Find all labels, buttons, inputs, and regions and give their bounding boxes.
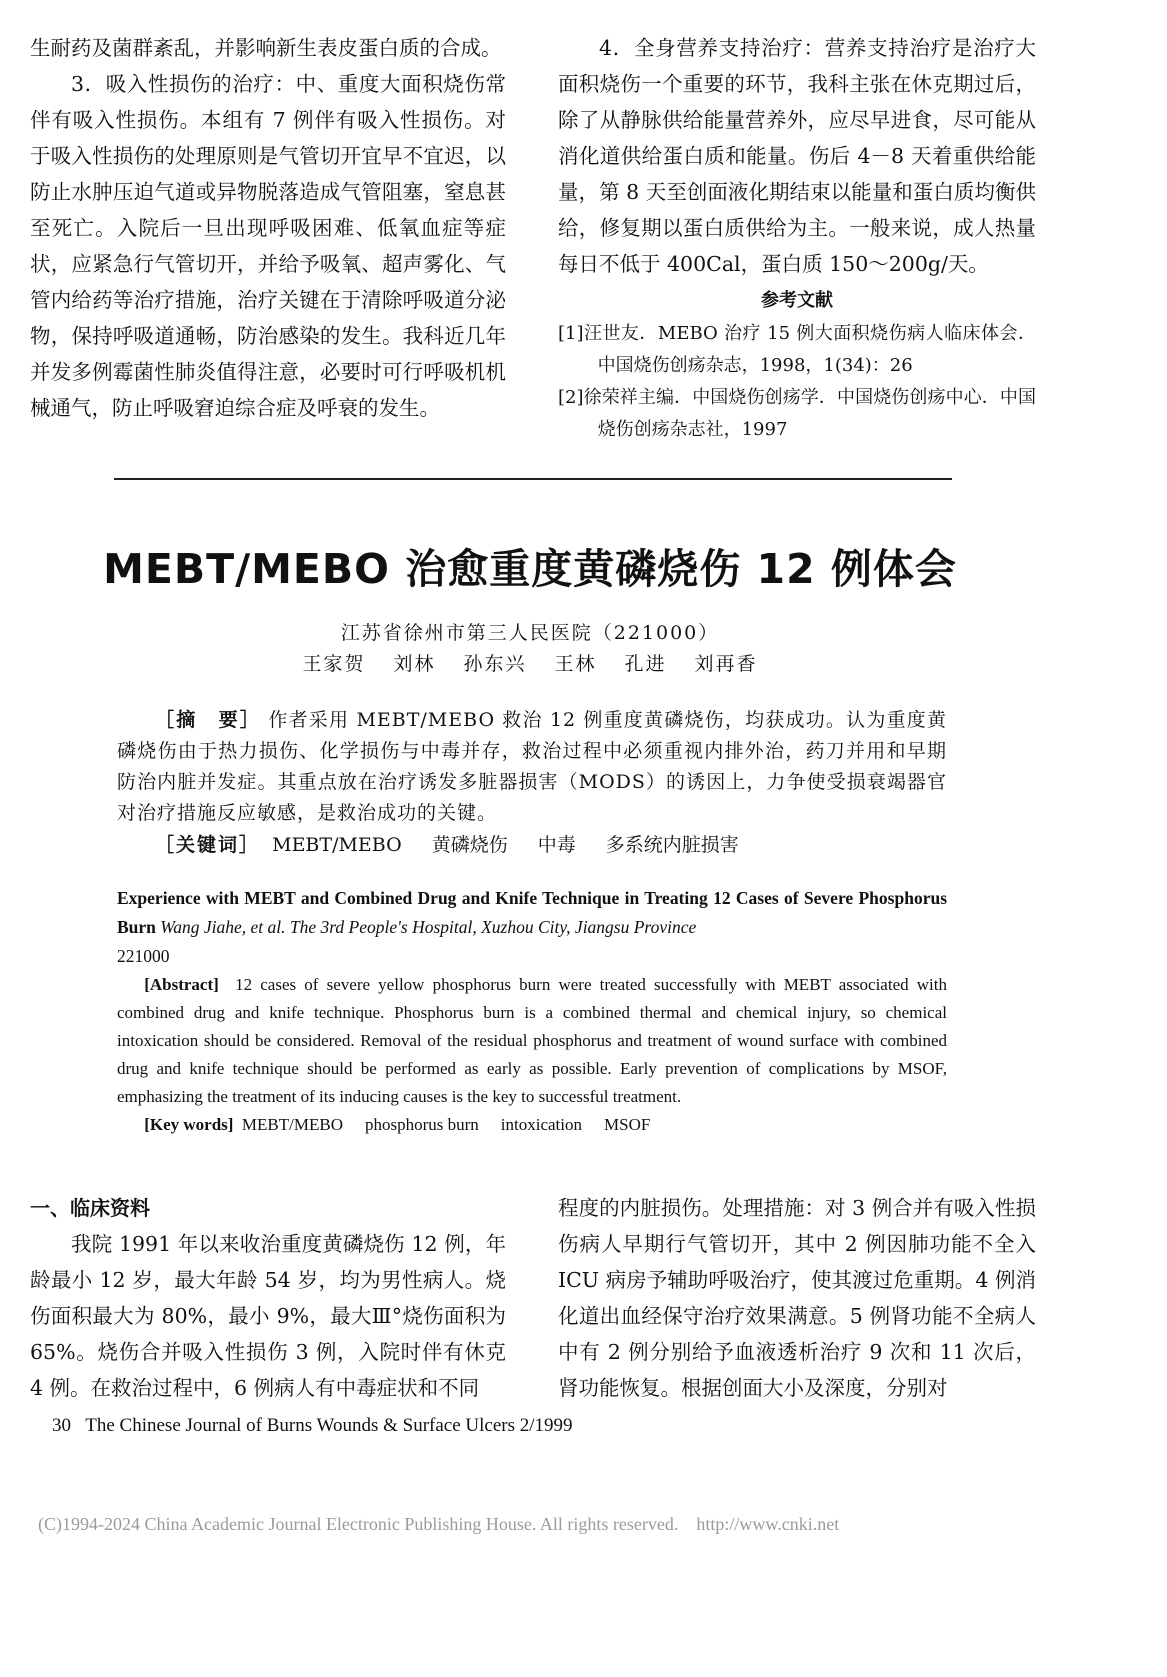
section-4-paragraph: 4．全身营养支持治疗：营养支持治疗是治疗大面积烧伤一个重要的环节，我科主张在休克期过后，除了从静脉供给能量营养外，应尽早进食，尽可能从消化道供给蛋白质和能量。伤后 4－8 天着重供给能量，第 8 天至创面液化期结束以能量和蛋白质均衡供给，修复期以蛋白质供给为主。一般来说，成人热量每日不低于 400Cal，蛋白质 150～200g/天。 <box>558 36 1036 276</box>
bottom-right-column <box>558 1190 1036 1406</box>
keyword: MSOF <box>604 1115 651 1134</box>
affiliation: 江苏省徐州市第三人民医院（221000） <box>340 622 720 644</box>
keyword: MEBT/MEBO <box>241 1115 343 1134</box>
keyword: 多系统内脏损害 <box>605 834 739 856</box>
author: 刘林 <box>393 653 436 675</box>
references-heading: 参考文献 <box>761 290 833 311</box>
keyword: MEBT/MEBO <box>272 834 402 856</box>
chinese-abstract-block <box>117 705 947 861</box>
author: 王林 <box>554 653 597 675</box>
english-title: Experience with MEBT and Combined Drug and Knife Technique in Treating 12 Cases of Severe Phosphorus Burn <box>117 888 947 937</box>
continued-paragraph: 生耐药及菌群紊乱，并影响新生表皮蛋白质的合成。 <box>30 36 502 60</box>
reference-item: [2]徐荣祥主编．中国烧伤创疡学．中国烧伤创疡中心．中国烧伤创疡杂志社，1997 <box>558 387 1036 440</box>
page-footer <box>52 1415 952 1437</box>
bottom-left-column <box>30 1190 506 1406</box>
keywords-label: ［关键词］ <box>155 834 261 856</box>
abstract-text: 作者采用 MEBT/MEBO 救治 12 例重度黄磷烧伤，均获成功。认为重度黄磷烧伤由于热力损伤、化学损伤与中毒并存，救治过程中必须重视内排外治，药刀并用和早期防治内脏并发症。其重点放在治疗诱发多脏器损害（MODS）的诱因上，力争使受损衰竭器官对治疗措施反应敏感，是救治成功的关键。 <box>117 709 947 824</box>
english-abstract-text: 12 cases of severe yellow phosphorus burn were treated successfully with MEBT associated with combined drug and knife technique. Phosphorus burn is a combined thermal and chemical injury, so chemical intoxication should be considered. Removal of the residual phosphorus and treatment of wound surface with combined drug and knife technique should be performed as early as possible. Early prevention of complications by MSOF, emphasizing the treatment of its inducing causes is the key to successful treatment. <box>117 975 948 1106</box>
page-number: 30 <box>52 1415 71 1436</box>
chinese-abstract <box>117 705 947 829</box>
english-byline: Wang Jiahe, et al. The 3rd People's Hospital, Xuzhou City, Jiangsu Province <box>160 917 697 937</box>
section-heading: 一、临床资料 <box>30 1196 150 1220</box>
section-3-paragraph: 3．吸入性损伤的治疗：中、重度大面积烧伤常伴有吸入性损伤。本组有 7 例伴有吸入性损伤。对于吸入性损伤的处理原则是气管切开宜早不宜迟，以防止水肿压迫气道或异物脱落造成气管阻塞，窒息甚至死亡。入院后一旦出现呼吸困难、低氧血症等症状，应紧急行气管切开，并给予吸氧、超声雾化、气管内给药等治疗措施，治疗关键在于清除呼吸道分泌物，保持呼吸道通畅，防治感染的发生。我科近几年并发多例霉菌性肺炎值得注意，必要时可行呼吸机机械通气，防止呼吸窘迫综合症及呼衰的发生。 <box>30 72 506 420</box>
english-zip: 221000 <box>117 946 170 966</box>
english-keywords <box>117 1111 947 1139</box>
keyword: 中毒 <box>537 834 576 856</box>
treatment-paragraph: 程度的内脏损伤。处理措施：对 3 例合并有吸入性损伤病人早期行气管切开，其中 2 例因肺功能不全入 ICU 病房予辅助呼吸治疗，使其渡过危重期。4 例消化道出血经保守治疗效果满意。5 例肾功能不全病人中有 2 例分别给予血液透析治疗 9 次和 11 次后，肾功能恢复。根据创面大小及深度，分别对 <box>558 1196 1036 1400</box>
english-keywords-label: [Key words] <box>144 1115 234 1134</box>
english-abstract-block <box>117 884 947 1139</box>
clinical-data-paragraph: 我院 1991 年以来收治重度黄磷烧伤 12 例，年龄最小 12 岁，最大年龄 54 岁，均为男性病人。烧伤面积最大为 80%，最小 9%，最大Ⅲ°烧伤面积为 65%。烧伤合并吸入性损伤 3 例，入院时伴有休克 4 例。在救治过程中，6 例病人有中毒症状和不同 <box>30 1232 506 1400</box>
english-title-line <box>117 884 947 942</box>
top-right-column <box>558 30 1036 446</box>
abstract-label: ［摘 要］ <box>155 709 262 731</box>
section-divider <box>114 478 952 480</box>
journal-name: The Chinese Journal of Burns Wounds & Surface Ulcers 2/1999 <box>85 1415 573 1436</box>
english-abstract <box>117 971 947 1111</box>
copyright-notice: (C)1994-2024 China Academic Journal Electronic Publishing House. All rights reserved. http://www.cnki.net <box>38 1514 840 1534</box>
author: 孙东兴 <box>463 653 527 675</box>
author: 孔进 <box>624 653 667 675</box>
author: 王家贺 <box>302 653 366 675</box>
top-left-column <box>30 30 506 426</box>
keyword: phosphorus burn <box>364 1115 479 1134</box>
keyword: 黄磷烧伤 <box>431 834 508 856</box>
author-list <box>0 647 1060 681</box>
english-abstract-label: [Abstract] <box>144 975 219 994</box>
article-title: MEBT/MEBO 治愈重度黄磷烧伤 12 例体会 <box>103 545 957 593</box>
reference-item: [1]汪世友．MEBO 治疗 15 例大面积烧伤病人临床体会．中国烧伤创疡杂志，1998，1(34)：26 <box>558 323 1036 376</box>
chinese-keywords <box>117 829 947 861</box>
author: 刘再香 <box>694 653 758 675</box>
keyword: intoxication <box>500 1115 583 1134</box>
